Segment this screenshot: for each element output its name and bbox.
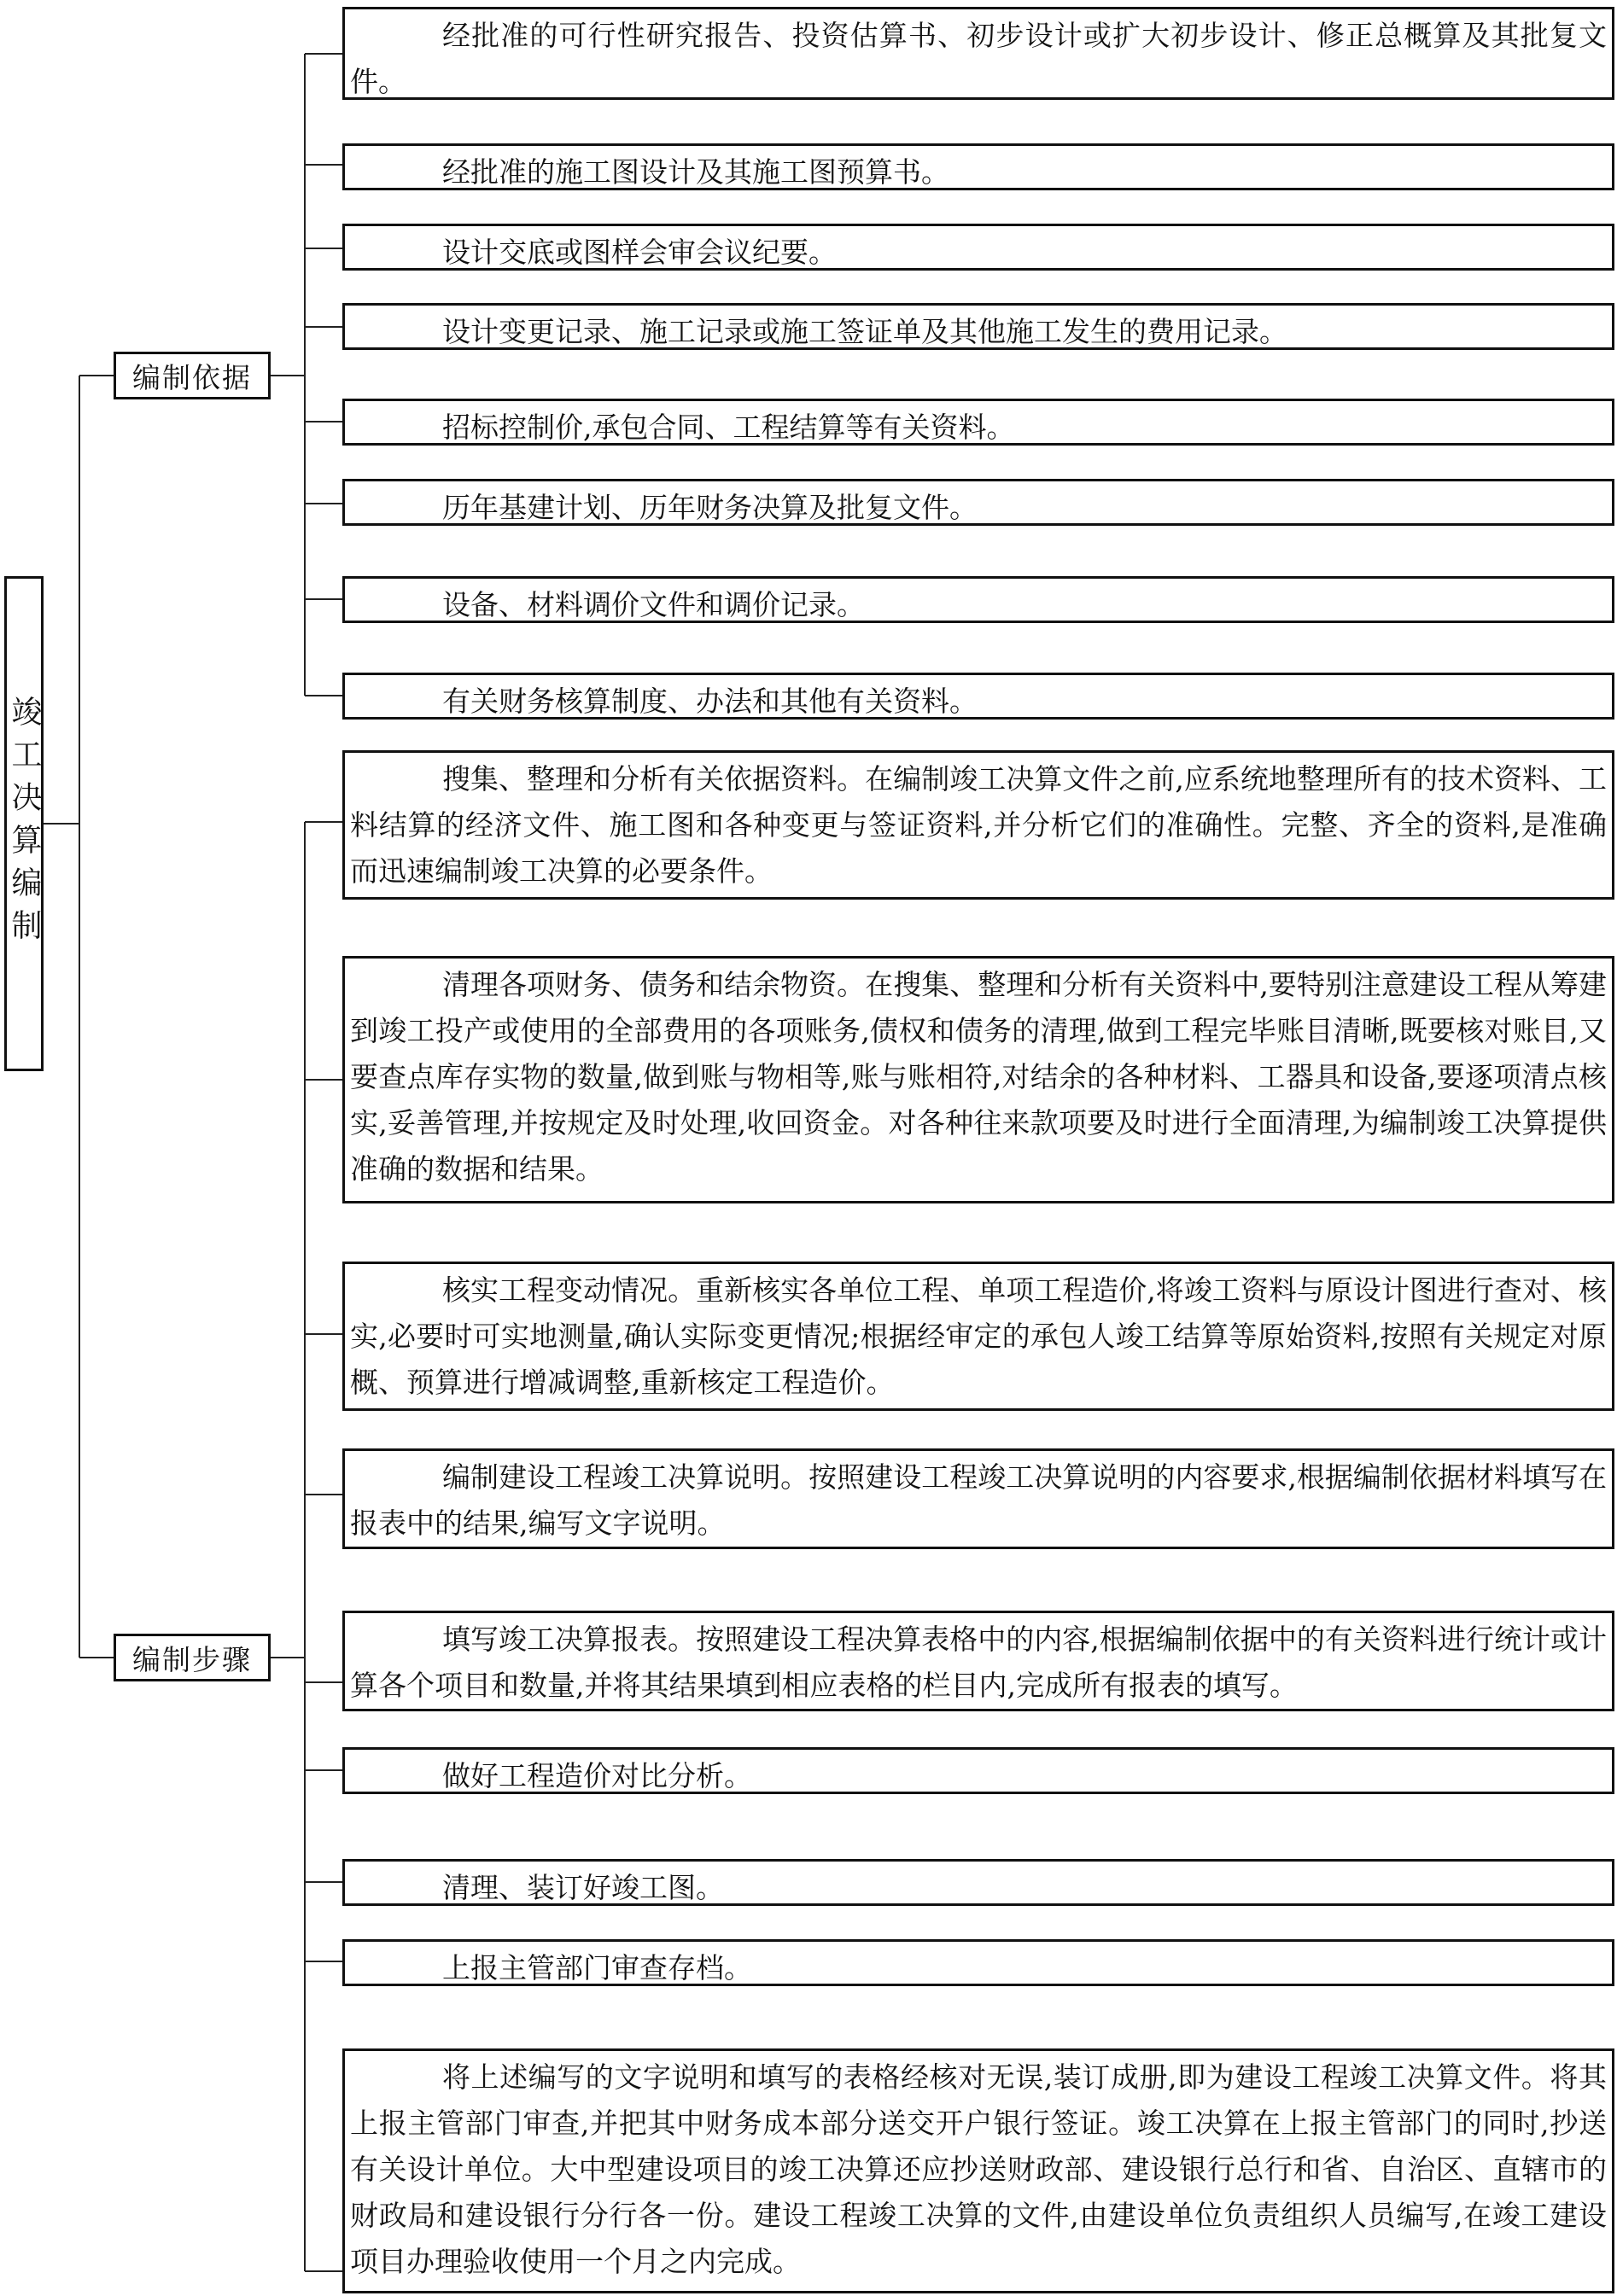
basis-item: 经批准的可行性研究报告、投资估算书、初步设计或扩大初步设计、修正总概算及其批复文件。 [342,7,1614,100]
basis-item: 设计变更记录、施工记录或施工签证单及其他施工发生的费用记录。 [342,303,1614,350]
root-node [4,576,44,1071]
basis-item: 设备、材料调价文件和调价记录。 [342,576,1614,623]
category-basis: 编制依据 [114,352,271,399]
category-steps: 编制步骤 [114,1634,271,1681]
step-item: 核实工程变动情况。重新核实各单位工程、单项工程造价,将竣工资料与原设计图进行查对、核实,必要时可实地测量,确认实际变更情况;根据经审定的承包人竣工结算等原始资料,按照有关规定对原概、预算进行增减调整,重新核定工程造价。 [342,1262,1614,1411]
basis-item: 招标控制价,承包合同、工程结算等有关资料。 [342,399,1614,446]
step-item: 编制建设工程竣工决算说明。按照建设工程竣工决算说明的内容要求,根据编制依据材料填写在报表中的结果,编写文字说明。 [342,1448,1614,1549]
basis-item: 设计交底或图样会审会议纪要。 [342,224,1614,271]
step-item: 将上述编写的文字说明和填写的表格经核对无误,装订成册,即为建设工程竣工决算文件。将其上报主管部门审查,并把其中财务成本部分送交开户银行签证。竣工决算在上报主管部门的同时,抄送有关设计单位。大中型建设项目的竣工决算还应抄送财政部、建设银行总行和省、自治区、直辖市的财政局和建设银行分行各一份。建设工程竣工决算的文件,由建设单位负责组织人员编写,在竣工建设项目办理验收使用一个月之内完成。 [342,2048,1614,2293]
step-item: 清理、装订好竣工图。 [342,1859,1614,1906]
step-item: 清理各项财务、债务和结余物资。在搜集、整理和分析有关资料中,要特别注意建设工程从筹建到竣工投产或使用的全部费用的各项账务,债权和债务的清理,做到工程完毕账目清晰,既要核对账目,又要查点库存实物的数量,做到账与物相等,账与账相符,对结余的各种材料、工器具和设备,要逐项清点核实,妥善管理,并按规定及时处理,收回资金。对各种往来款项要及时进行全面清理,为编制竣工决算提供准确的数据和结果。 [342,956,1614,1203]
root-title: 竣工决算编制 [7,696,42,952]
step-item: 做好工程造价对比分析。 [342,1747,1614,1794]
basis-item: 历年基建计划、历年财务决算及批复文件。 [342,479,1614,526]
basis-item: 有关财务核算制度、办法和其他有关资料。 [342,673,1614,720]
basis-item: 经批准的施工图设计及其施工图预算书。 [342,143,1614,190]
step-item: 上报主管部门审查存档。 [342,1939,1614,1986]
step-item: 填写竣工决算报表。按照建设工程决算表格中的内容,根据编制依据中的有关资料进行统计或计算各个项目和数量,并将其结果填到相应表格的栏目内,完成所有报表的填写。 [342,1611,1614,1711]
step-item: 搜集、整理和分析有关依据资料。在编制竣工决算文件之前,应系统地整理所有的技术资料、工料结算的经济文件、施工图和各种变更与签证资料,并分析它们的准确性。完整、齐全的资料,是准确而迅速编制竣工决算的必要条件。 [342,750,1614,900]
